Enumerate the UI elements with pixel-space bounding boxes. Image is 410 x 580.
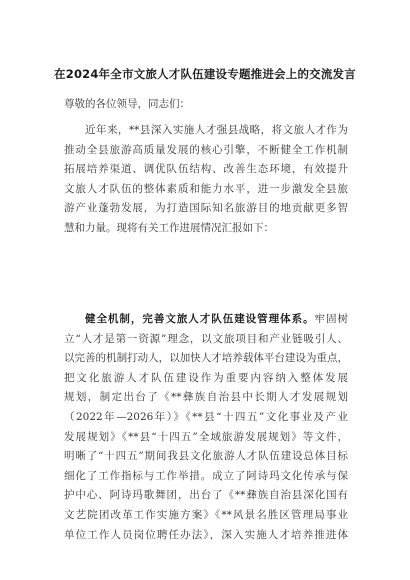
- text-line: 发展规划》《**县“十四五”全域旅游发展规划》等文件，: [64, 430, 348, 443]
- text-line: （2022年—2026年）》《**县“十四五”文化事业及产业: [64, 410, 348, 423]
- text-line: 明晰了“十四五”期间我县文化旅游人才队伍建设总体目标: [64, 450, 348, 463]
- text-line: 规划，制定出台了《**彝族自治县中长期人才发展规划: [64, 391, 348, 404]
- paragraph-intro: [64, 121, 348, 239]
- text-line: 近年来，**县深入实施人才强县战略，将文旅人才作为: [85, 124, 348, 136]
- greeting: 尊敬的各位领导，同志们：: [64, 98, 190, 110]
- section-heading: 健全机制，完善文旅人才队伍建设管理体系。: [85, 313, 315, 325]
- text-line: 以完善的机制打动人，以加快人才培养载体平台建设为重点，: [64, 352, 348, 365]
- paragraph-mechanism: [64, 310, 348, 545]
- text-line: [64, 310, 348, 330]
- text-line: 拓展培养渠道、调优队伍结构、改善生态环境，有效提升: [64, 163, 348, 176]
- text-line: 慧和力量。现将有关工作进展情况汇报如下：: [64, 221, 274, 234]
- text-fragment: 牢固树: [314, 313, 348, 325]
- text-line: 文艺院团改革工作实施方案》《**风景名胜区管理局事业: [64, 508, 348, 521]
- text-line: 推动全县旅游高质量发展的核心引擎，不断健全工作机制: [64, 143, 348, 156]
- text-line: 文旅人才队伍的整体素质和能力水平，进一步激发全县旅: [64, 182, 348, 195]
- text-line: 立“人才是第一资源”理念，以文旅项目和产业链吸引人、: [64, 332, 348, 345]
- document-title: 在2024年全市文旅人才队伍建设专题推进会上的交流发言: [54, 67, 356, 81]
- text-line: 细化了工作指标与工作举措。成立了阿诗玛文化传承与保: [64, 469, 348, 482]
- text-line: 单位工作人员岗位聘任办法》，深入实施人才培养推进体: [64, 528, 348, 541]
- text-line: 护中心、阿诗玛歌舞团，出台了《**彝族自治县深化国有: [64, 489, 348, 502]
- text-line: 把文化旅游人才队伍建设作为重要内容纳入整体发展: [64, 371, 348, 384]
- text-line: 游产业蓬勃发展，为打造国际知名旅游目的地贡献更多智: [64, 202, 348, 215]
